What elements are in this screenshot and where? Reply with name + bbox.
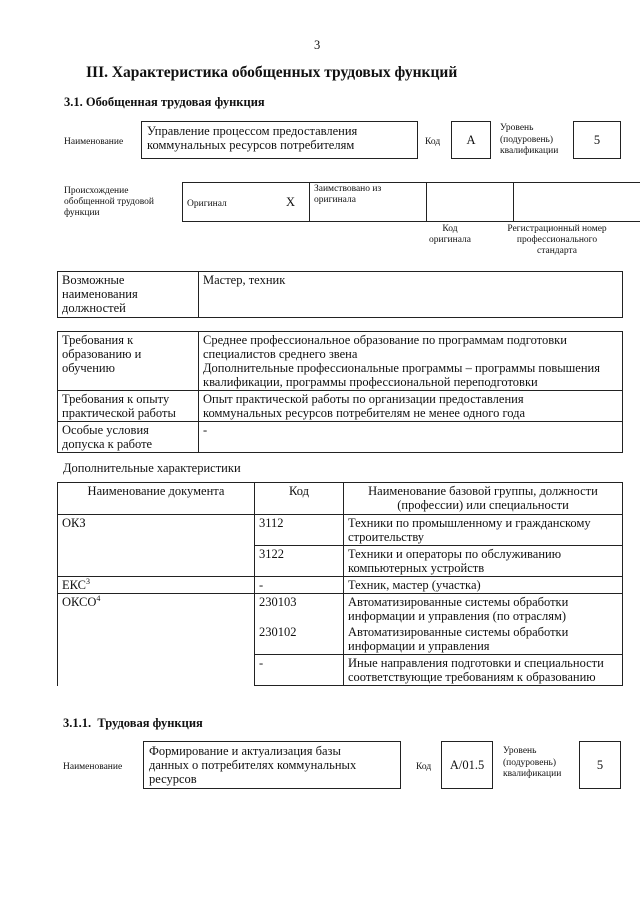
original-mark: X — [285, 194, 295, 209]
col-code-header: Код — [255, 483, 344, 515]
okso-3-code: - — [255, 655, 344, 686]
gtf-name-label: Наименование — [64, 137, 124, 147]
origin-reg-cell — [514, 183, 640, 222]
origin-table — [182, 182, 640, 222]
positions-table — [57, 271, 623, 318]
gtf-level-label: Уровень (подуровень) квалификации — [500, 123, 559, 156]
eks-label: ЕКС$^3$ — [58, 577, 255, 594]
education-value: Среднее профессиональное образование по программам подготовки специалистов среднего звена Дополнительные профессиональные программы – программы повышения квалификации, программы профессиональной переподготовки — [199, 332, 623, 391]
okz-label: ОКЗ — [58, 515, 255, 577]
gtf-heading: 3.1. Обобщенная трудовая функция — [64, 95, 265, 109]
origin-borrowed-cell: Заимствовано из оригинала — [310, 183, 427, 222]
eks-code: - — [255, 577, 344, 594]
col-doc-header: Наименование документа — [58, 483, 255, 515]
requirements-table — [57, 331, 623, 453]
tf-code-label: Код — [416, 762, 432, 772]
positions-label: Возможные наименования должностей — [58, 272, 199, 318]
tf-name-label: Наименование — [63, 762, 123, 772]
tf-heading: 3.1.1. Трудовая функция — [63, 716, 203, 730]
gtf-code-value: A — [466, 133, 476, 147]
positions-value: Мастер, техник — [199, 272, 623, 318]
tf-code-box — [441, 741, 493, 789]
additional-heading: Дополнительные характеристики — [63, 461, 241, 475]
experience-value: Опыт практической работы по организации предоставления коммунальных ресурсов потребителям не менее одного года — [199, 391, 623, 422]
okso-1-name: Автоматизированные системы обработки информации и управления (по отраслям) — [344, 594, 623, 625]
table-row — [58, 577, 623, 594]
okso-label: ОКСО$^4$ — [58, 594, 255, 686]
gtf-code-label: Код — [425, 137, 441, 147]
okz-2-code: 3122 — [255, 546, 344, 577]
tf-code-value: A/01.5 — [449, 758, 485, 772]
gtf-code-box — [451, 121, 491, 159]
col-name-header: Наименование базовой группы, должности (профессии) или специальности — [344, 483, 623, 515]
okz-2-name: Техники и операторы по обслуживанию компьютерных устройств — [344, 546, 623, 577]
additional-table — [57, 482, 623, 686]
table-row — [58, 594, 623, 625]
special-label: Особые условия допуска к работе — [58, 422, 199, 453]
table-row — [58, 515, 623, 546]
okso-2-code: 230102 — [255, 624, 344, 655]
okso-2-name: Автоматизированные системы обработки информации и управления — [344, 624, 623, 655]
origin-code-caption: Код оригинала — [429, 224, 471, 245]
education-label: Требования к образованию и обучению — [58, 332, 199, 391]
section-title: III. Характеристика обобщенных трудовых функций — [86, 64, 458, 81]
okso-3-name: Иные направления подготовки и специальности соответствующие требованиям к образованию — [344, 655, 623, 686]
tf-name-box: Формирование и актуализация базы данных о потребителях коммунальных ресурсов — [143, 741, 401, 789]
tf-level-label: Уровень (подуровень) квалификации — [503, 746, 562, 779]
gtf-level-box — [573, 121, 621, 159]
gtf-level-value: 5 — [593, 133, 601, 147]
okz-1-code: 3112 — [255, 515, 344, 546]
gtf-name-box — [141, 121, 418, 159]
origin-code-cell — [427, 183, 514, 222]
origin-label: Происхождение обобщенной трудовой функции — [64, 186, 154, 218]
page-number: 3 — [314, 38, 321, 52]
experience-label: Требования к опыту практической работы — [58, 391, 199, 422]
okz-1-name: Техники по промышленному и гражданскому строительству — [344, 515, 623, 546]
gtf-name-value: Управление процессом предоставления коммунальных ресурсов потребителям — [147, 124, 358, 152]
eks-name: Техник, мастер (участка) — [344, 577, 623, 594]
tf-level-value: 5 — [596, 758, 604, 772]
special-value: - — [199, 422, 623, 453]
origin-original-cell: Оригинал X — [183, 183, 310, 222]
origin-reg-caption: Регистрационный номер профессионального стандарта — [507, 224, 607, 256]
tf-level-box — [579, 741, 621, 789]
okso-1-code: 230103 — [255, 594, 344, 625]
